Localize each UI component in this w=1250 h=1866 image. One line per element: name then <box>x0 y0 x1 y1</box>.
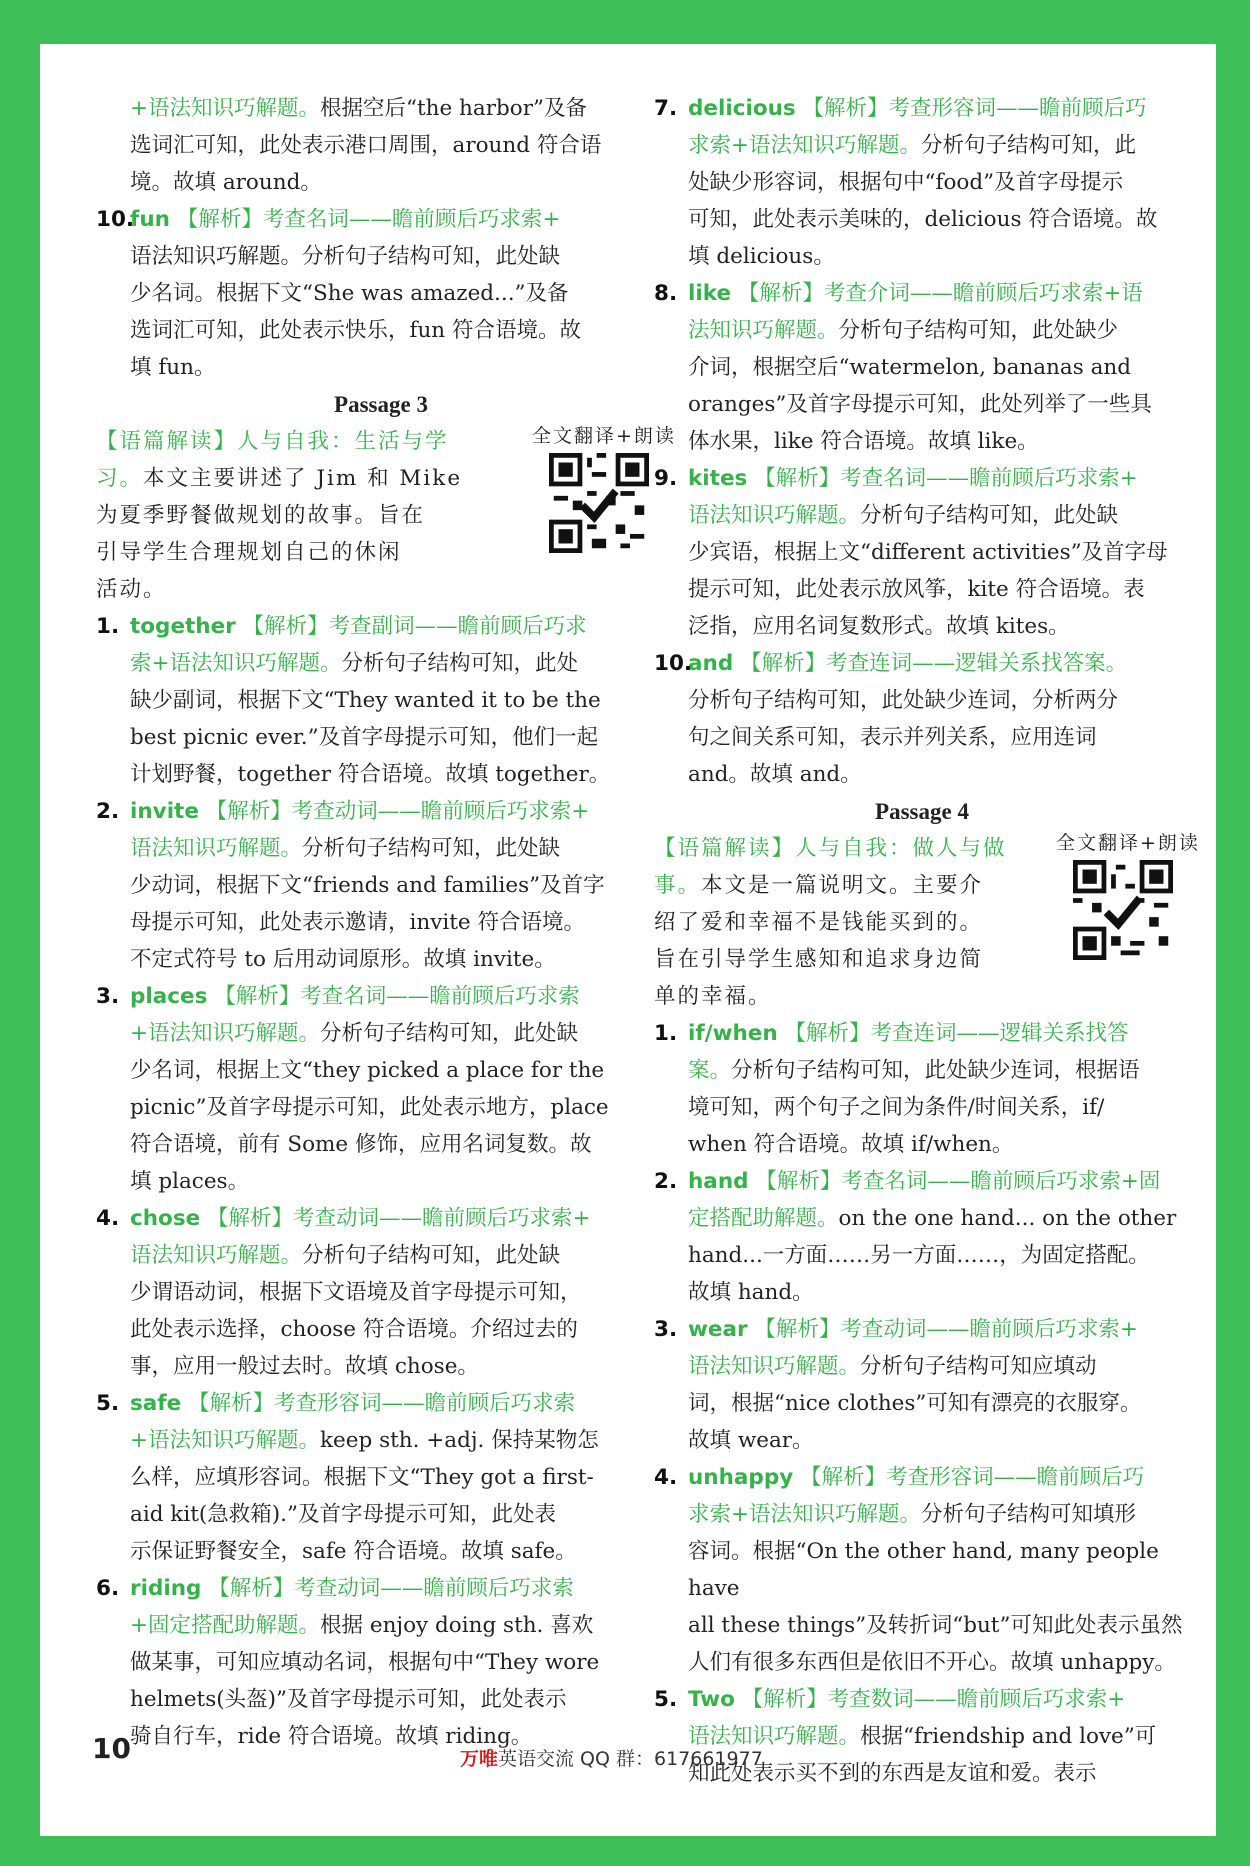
explanation-line: hand...一方面……另一方面……，为固定搭配。 <box>688 1243 1150 1268</box>
answer-word: together <box>130 614 236 639</box>
explanation-line: 处缺少形容词，根据句中“food”及首字母提示 <box>688 170 1124 195</box>
analysis-tag-end: 法知识巧解题。 <box>688 318 839 343</box>
continued-answer <box>96 90 666 201</box>
explanation-line: keep sth. +adj. 保持某物怎 <box>320 1428 599 1453</box>
analysis-tag: 【解析】考查动词——瞻前顾后巧求索+ <box>205 799 590 824</box>
qr-label: 全文翻译+朗读 <box>532 425 676 447</box>
analysis-tag: 【解析】考查名词——瞻前顾后巧求索+固 <box>755 1169 1161 1194</box>
explanation-line: 示保证野餐安全，safe 符合语境。故填 safe。 <box>130 1539 577 1564</box>
intro-line: 旨在引导学生感知和追求身边简 <box>654 947 984 972</box>
green-frame-bottom <box>0 1836 1250 1866</box>
qr-code-icon[interactable] <box>1073 860 1173 960</box>
right-column <box>654 90 1200 1792</box>
continued-line-2: 选词汇可知，此处表示港口周围，around 符合语 <box>130 133 602 158</box>
analysis-tag-end: 语法知识巧解题。 <box>130 836 303 861</box>
intro-line: 单的幸福。 <box>654 984 772 1009</box>
intro-line: 本文主要讲述了 Jim 和 Mike <box>143 466 463 491</box>
item-number: 4. <box>96 1206 120 1231</box>
analysis-tag: 【解析】考查动词——瞻前顾后巧求索+ <box>207 1206 591 1231</box>
intro-head: 【语篇解读】人与自我：生活与学 <box>96 429 449 454</box>
analysis-tag-end: 语法知识巧解题。 <box>688 1724 861 1749</box>
qr-label: 全文翻译+朗读 <box>1056 832 1200 854</box>
answer-item-p4-3 <box>654 1311 1190 1459</box>
analysis-tag: 【解析】考查名词——瞻前顾后巧求索+ <box>176 207 561 232</box>
qr-code-block[interactable] <box>1056 830 1200 972</box>
answer-item-p4-4 <box>654 1459 1190 1681</box>
analysis-tag: 【解析】考查动词——瞻前顾后巧求索+ <box>754 1317 1138 1342</box>
answer-word: delicious <box>688 96 796 121</box>
explanation-line: 故填 hand。 <box>688 1280 814 1305</box>
explanation-line: 词，根据“nice clothes”可知有漂亮的衣服穿。 <box>688 1391 1142 1416</box>
intro-head-end: 习。 <box>96 466 144 491</box>
item-number: 5. <box>654 1687 678 1712</box>
continued-line-green: +语法知识巧解题。 <box>130 96 321 121</box>
explanation-line: 事，应用一般过去时。故填 chose。 <box>130 1354 479 1379</box>
answer-word: fun <box>130 207 170 232</box>
qr-code-icon[interactable] <box>549 453 649 553</box>
continued-line-1: 根据空后“the harbor”及备 <box>320 96 587 121</box>
explanation-line: 根据 enjoy doing sth. 喜欢 <box>320 1613 594 1638</box>
explanation-line: 分析句子结构可知，此处缺少 <box>838 318 1119 343</box>
analysis-tag-end: 求索+语法知识巧解题。 <box>688 133 922 158</box>
green-frame-top <box>0 0 1250 44</box>
explanation-line: 填 fun。 <box>130 355 216 380</box>
qr-code-block[interactable] <box>532 423 676 565</box>
explanation-line: 可知，此处表示美味的，delicious 符合语境。故 <box>688 207 1158 232</box>
answer-word: safe <box>130 1391 182 1416</box>
answer-word: riding <box>130 1576 202 1601</box>
analysis-tag-end: 案。 <box>688 1058 732 1083</box>
item-number: 3. <box>96 984 120 1009</box>
analysis-tag: 【解析】考查名词——瞻前顾后巧求索 <box>214 984 580 1009</box>
answer-word: like <box>688 281 732 306</box>
explanation-line: 故填 wear。 <box>688 1428 814 1453</box>
explanation-line: 少名词。根据下文“She was amazed...”及备 <box>130 281 569 306</box>
answer-word: kites <box>688 466 748 491</box>
analysis-tag: 【解析】考查介词——瞻前顾后巧求索+语 <box>737 281 1143 306</box>
analysis-tag-end: +语法知识巧解题。 <box>130 1021 321 1046</box>
explanation-line: 计划野餐，together 符合语境。故填 together。 <box>130 762 611 787</box>
answer-word: chose <box>130 1206 201 1231</box>
analysis-tag-end: 语法知识巧解题。 <box>688 503 861 528</box>
answer-item-6 <box>96 1570 666 1755</box>
item-number: 7. <box>654 96 678 121</box>
item-number: 3. <box>654 1317 678 1342</box>
item-number: 2. <box>654 1169 678 1194</box>
explanation-line: 境可知，两个句子之间为条件/时间关系，if/ <box>688 1095 1105 1120</box>
left-column <box>96 90 676 1755</box>
item-number: 10. <box>96 207 135 232</box>
item-number: 5. <box>96 1391 120 1416</box>
explanation-line: on the one hand... on the other <box>838 1206 1177 1231</box>
item-number: 1. <box>654 1021 678 1046</box>
explanation-line: 填 places。 <box>130 1169 250 1194</box>
explanation-line: helmets(头盔)”及首字母提示可知，此处表示 <box>130 1687 567 1712</box>
analysis-tag: 【解析】考查形容词——瞻前顾后巧求索 <box>188 1391 576 1416</box>
explanation-line: 分析句子结构可知，此处 <box>341 651 579 676</box>
item-number: 10. <box>654 651 693 676</box>
answer-word: and <box>688 651 734 676</box>
answer-item-7 <box>654 90 1190 275</box>
continued-line-3: 境。故填 around。 <box>130 170 322 195</box>
explanation-line: 做某事，可知应填动名词，根据句中“They wore <box>130 1650 600 1675</box>
explanation-line: 句之间关系可知，表示并列关系，应用连词 <box>688 725 1097 750</box>
explanation-line: 介词，根据空后“watermelon, bananas and <box>688 355 1132 380</box>
explanation-line: 分析句子结构可知，此处缺少连词，分析两分 <box>688 688 1119 713</box>
passage-3-title: Passage 3 <box>334 392 428 417</box>
analysis-tag: 【解析】考查名词——瞻前顾后巧求索+ <box>754 466 1138 491</box>
explanation-line: 少动词，根据下文“friends and families”及首字 <box>130 873 605 898</box>
item-number: 9. <box>654 466 678 491</box>
answer-item-p4-2 <box>654 1163 1190 1311</box>
explanation-line: 少谓语动词，根据下文语境及首字母提示可知， <box>130 1280 582 1305</box>
explanation-line: 提示可知，此处表示放风筝，kite 符合语境。表 <box>688 577 1145 602</box>
explanation-line: picnic”及首字母提示可知，此处表示地方，place <box>130 1095 609 1120</box>
analysis-tag: 【解析】考查连词——逻辑关系找答案。 <box>740 651 1128 676</box>
explanation-line: 根据“friendship and love”可 <box>860 1724 1157 1749</box>
analysis-tag: 【解析】考查数词——瞻前顾后巧求索+ <box>741 1687 1126 1712</box>
explanation-line: 体水果，like 符合语境。故填 like。 <box>688 429 1039 454</box>
analysis-tag-end: 求索+语法知识巧解题。 <box>688 1502 922 1527</box>
explanation-line: 此处表示选择，choose 符合语境。介绍过去的 <box>130 1317 578 1342</box>
intro-head-end: 事。 <box>654 873 702 898</box>
analysis-tag: 【解析】考查形容词——瞻前顾后巧 <box>802 96 1147 121</box>
brand-logo: 万唯 <box>460 1748 499 1770</box>
explanation-line: 语法知识巧解题。分析句子结构可知，此处缺 <box>130 244 561 269</box>
answer-word: if/when <box>688 1021 778 1046</box>
explanation-line: 骑自行车，ride 符合语境。故填 riding。 <box>130 1724 533 1749</box>
explanation-line: 选词汇可知，此处表示快乐，fun 符合语境。故 <box>130 318 581 343</box>
intro-head: 【语篇解读】人与自我：做人与做 <box>654 836 1007 861</box>
item-number: 8. <box>654 281 678 306</box>
explanation-line: 少名词，根据上文“they picked a place for the <box>130 1058 605 1083</box>
answer-item-8 <box>654 275 1190 460</box>
answer-item-5 <box>96 1385 666 1570</box>
answer-item-10-right <box>654 645 1190 793</box>
explanation-line: oranges”及首字母提示可知，此处列举了一些具 <box>688 392 1152 417</box>
explanation-line: 分析句子结构可知，此处缺 <box>320 1021 579 1046</box>
answer-item-4 <box>96 1200 666 1385</box>
analysis-tag: 【解析】考查连词——逻辑关系找答 <box>784 1021 1129 1046</box>
answer-item-2 <box>96 793 666 978</box>
intro-line: 本文是一篇说明文。主要介 <box>701 873 984 898</box>
analysis-tag-end: +固定搭配助解题。 <box>130 1613 321 1638</box>
explanation-line: 分析句子结构可知，此处缺 <box>302 1243 561 1268</box>
item-number: 4. <box>654 1465 678 1490</box>
analysis-tag: 【解析】考查形容词——瞻前顾后巧 <box>800 1465 1145 1490</box>
explanation-line: 母提示可知，此处表示邀请，invite 符合语境。 <box>130 910 585 935</box>
green-frame-left <box>0 0 40 1866</box>
explanation-line: 分析句子结构可知应填动 <box>860 1354 1097 1379</box>
explanation-line: 么样，应填形容词。根据下文“They got a first- <box>130 1465 594 1490</box>
answer-word: hand <box>688 1169 749 1194</box>
analysis-tag: 【解析】考查副词——瞻前顾后巧求 <box>242 614 587 639</box>
footer-note <box>460 1744 763 1771</box>
green-frame-right <box>1216 0 1250 1866</box>
answer-item-p4-5 <box>654 1681 1190 1792</box>
explanation-line: 少宾语，根据上文“different activities”及首字母 <box>688 540 1168 565</box>
answer-word: places <box>130 984 208 1009</box>
answer-word: wear <box>688 1317 748 1342</box>
intro-line: 活动。 <box>96 577 167 602</box>
answer-word: Two <box>688 1687 735 1712</box>
analysis-tag-end: 语法知识巧解题。 <box>688 1354 861 1379</box>
intro-line: 引导学生合理规划自己的休闲 <box>96 540 402 565</box>
explanation-line: 分析句子结构可知，此 <box>921 133 1137 158</box>
passage-3-intro <box>96 423 676 608</box>
answer-item-9 <box>654 460 1190 645</box>
intro-line: 为夏季野餐做规划的故事。旨在 <box>96 503 426 528</box>
item-number: 6. <box>96 1576 120 1601</box>
answer-item-1 <box>96 608 666 793</box>
answer-page <box>40 44 1216 1836</box>
analysis-tag-end: +语法知识巧解题。 <box>130 1428 321 1453</box>
passage-4-title: Passage 4 <box>875 799 969 824</box>
intro-line: 绍了爱和幸福不是钱能买到的。 <box>654 910 984 935</box>
explanation-line: 分析句子结构可知，此处缺 <box>860 503 1119 528</box>
analysis-tag-end: 索+语法知识巧解题。 <box>130 651 342 676</box>
answer-item-p4-1 <box>654 1015 1190 1163</box>
explanation-line: 分析句子结构可知填形 <box>921 1502 1137 1527</box>
explanation-line: and。故填 and。 <box>688 762 862 787</box>
answer-word: invite <box>130 799 199 824</box>
explanation-line: 容词。根据“On the other hand, many people have <box>688 1539 1159 1601</box>
explanation-line: 知此处表示买不到的东西是友谊和爱。表示 <box>688 1761 1097 1786</box>
analysis-tag-end: 定搭配助解题。 <box>688 1206 839 1231</box>
explanation-line: 泛指，应用名词复数形式。故填 kites。 <box>688 614 1070 639</box>
explanation-line: 缺少副词，根据下文“They wanted it to be the <box>130 688 601 713</box>
analysis-tag: 【解析】考查动词——瞻前顾后巧求索 <box>208 1576 574 1601</box>
item-number: 1. <box>96 614 120 639</box>
explanation-line: 分析句子结构可知，此处缺少连词，根据语 <box>731 1058 1140 1083</box>
explanation-line: all these things”及转折词“but”可知此处表示虽然 <box>688 1613 1183 1638</box>
explanation-line: aid kit(急救箱).”及首字母提示可知，此处表 <box>130 1502 556 1527</box>
page-number: 10 <box>92 1732 131 1765</box>
explanation-line: 不定式符号 to 后用动词原形。故填 invite。 <box>130 947 556 972</box>
passage-4-intro <box>654 830 1200 1015</box>
explanation-line: 人们有很多东西但是依旧不开心。故填 unhappy。 <box>688 1650 1176 1675</box>
explanation-line: best picnic ever.”及首字母提示可知，他们一起 <box>130 725 599 750</box>
analysis-tag-end: 语法知识巧解题。 <box>130 1243 303 1268</box>
explanation-line: 填 delicious。 <box>688 244 835 269</box>
answer-item-3 <box>96 978 666 1200</box>
answer-word: unhappy <box>688 1465 794 1490</box>
answer-item-10 <box>96 201 666 386</box>
explanation-line: when 符合语境。故填 if/when。 <box>688 1132 1014 1157</box>
item-number: 2. <box>96 799 120 824</box>
explanation-line: 分析句子结构可知，此处缺 <box>302 836 561 861</box>
explanation-line: 符合语境，前有 Some 修饰，应用名词复数。故 <box>130 1132 592 1157</box>
footer-text: 英语交流 QQ 群：617661977 <box>498 1748 763 1770</box>
